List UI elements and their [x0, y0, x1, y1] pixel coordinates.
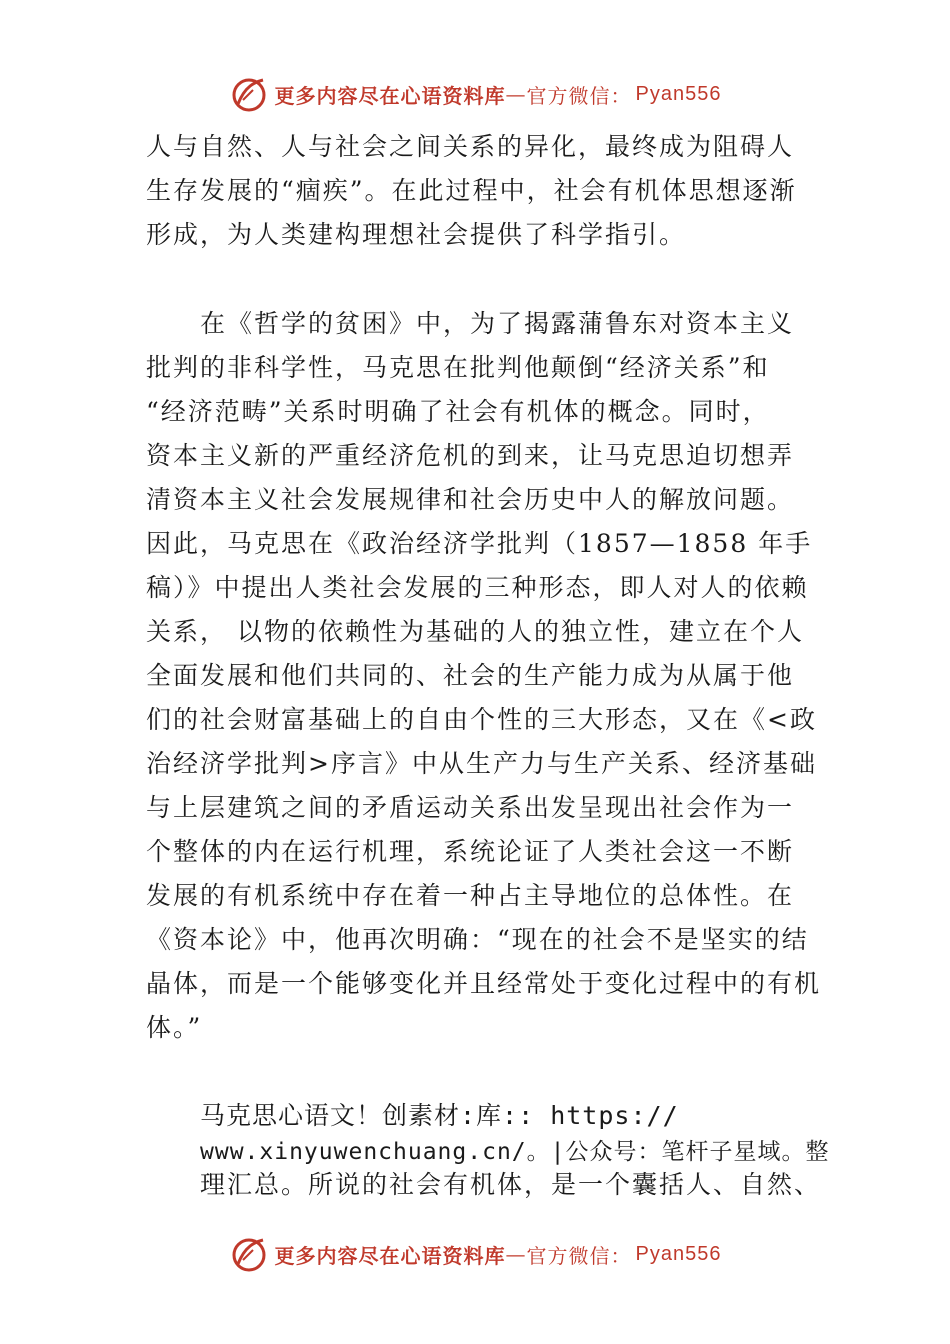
text-line: 在《哲学的贫困》中，为了揭露蒲鲁东对资本主义: [200, 309, 795, 338]
logo-icon: [229, 1234, 269, 1274]
header-watermark-banner: [0, 72, 950, 116]
text-line: 全面发展和他们共同的、社会的生产能力成为从属于他: [146, 661, 795, 690]
text-line: 晶体，而是一个能够变化并且经常处于变化过程中的有机: [146, 969, 822, 998]
text-line: 清资本主义社会发展规律和社会历史中人的解放问题。: [146, 485, 795, 514]
text-line: 理汇总。所说的社会有机体，是一个囊括人、自然、: [200, 1170, 822, 1199]
footer-watermark-banner: [0, 1232, 950, 1276]
text-line: 人与自然、人与社会之间关系的异化，最终成为阻碍人: [146, 132, 795, 161]
text-line: 治经济学批判>序言》中从生产力与生产关系、经济基础: [146, 749, 817, 778]
banner-separator: —: [505, 1242, 527, 1266]
banner-wechat-label: 官方微信：: [526, 83, 632, 108]
text-line: 体。”: [146, 1013, 203, 1042]
text-line: 形成，为人类建构理想社会提供了科学指引。: [146, 220, 687, 249]
text-line: 马克思心语文！创素材:库:: https://: [200, 1101, 679, 1130]
banner-title: 更多内容尽在心语资料库: [274, 83, 506, 108]
logo-icon: [229, 74, 269, 114]
banner-wechat-label: 官方微信：: [526, 1243, 632, 1268]
text-line: “经济范畴”关系时明确了社会有机体的概念。同时，: [146, 397, 770, 426]
text-line: 资本主义新的严重经济危机的到来，让马克思迫切想弄: [146, 441, 795, 470]
text-line: 稿）》中提出人类社会发展的三种形态，即人对人的依赖: [146, 573, 809, 602]
text-line: 关系， 以物的依赖性为基础的人的独立性，建立在个人: [146, 617, 804, 646]
text-line: 发展的有机系统中存在着一种占主导地位的总体性。在: [146, 881, 795, 910]
text-line: 与上层建筑之间的矛盾运动关系出发呈现出社会作为一: [146, 793, 795, 822]
text-line: www.xinyuwenchuang.cn/。|公众号：笔杆子星域。整: [200, 1139, 830, 1165]
text-line: 因此，马克思在《政治经济学批判（1857—1858 年手: [146, 529, 813, 558]
text-line: 个整体的内在运行机理，系统论证了人类社会这一不断: [146, 837, 795, 866]
banner-wechat-id: Pyan556: [635, 1242, 722, 1265]
banner-wechat-id: Pyan556: [635, 82, 722, 105]
text-line: 批判的非科学性，马克思在批判他颠倒“经济关系”和: [146, 353, 770, 382]
text-line: 《资本论》中，他再次明确：“现在的社会不是坚实的结: [146, 925, 809, 954]
text-line: 生存发展的“痼疾”。在此过程中，社会有机体思想逐渐: [146, 176, 797, 205]
text-line: 们的社会财富基础上的自由个性的三大形态，又在《<政: [146, 705, 817, 734]
banner-separator: —: [505, 82, 527, 106]
banner-title: 更多内容尽在心语资料库: [274, 1243, 506, 1268]
